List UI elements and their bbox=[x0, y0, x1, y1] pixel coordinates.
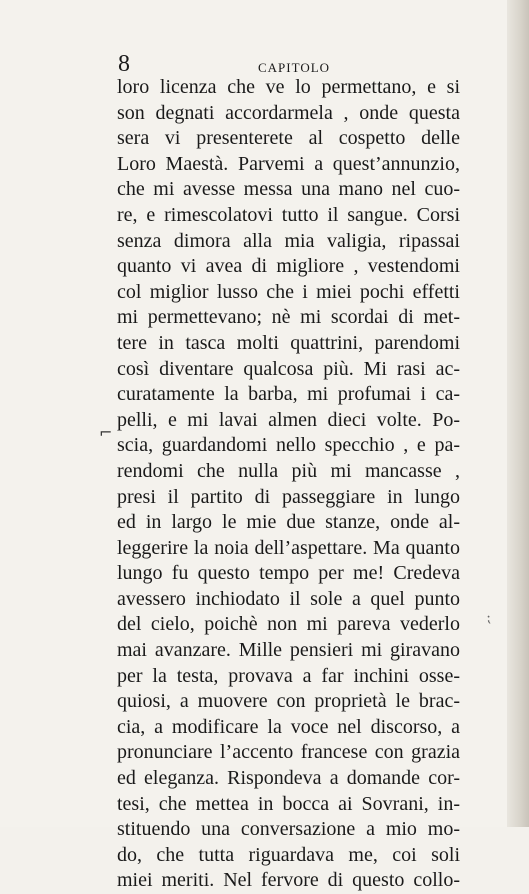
text-line: mai avanzare. Mille pensieri mi giravano bbox=[117, 639, 460, 662]
text-line: che mi avesse messa una mano nel cuo- bbox=[117, 178, 460, 201]
text-line: presi il partito di passeggiare in lungo bbox=[117, 485, 460, 508]
text-line: son degnati accordarmela , onde questa bbox=[117, 101, 460, 124]
page-gutter bbox=[507, 0, 529, 827]
text-line: do, che tutta riguardava me, coi soli bbox=[117, 843, 460, 866]
margin-mark: ⌐ bbox=[99, 423, 113, 442]
text-line: curatamente la barba, mi profumai i ca- bbox=[117, 383, 460, 406]
text-line: quanto vi avea di migliore , vestendomi bbox=[117, 255, 460, 278]
text-line: col miglior lusso che i miei pochi effetti bbox=[117, 280, 460, 303]
text-line: così diventare qualcosa più. Mi rasi ac- bbox=[117, 357, 460, 380]
running-head: CAPITOLO bbox=[258, 60, 331, 75]
text-line: rendomi che nulla più mi mancasse , bbox=[117, 459, 460, 482]
text-line: leggerire la noia dell’aspettare. Ma quanto bbox=[117, 536, 460, 559]
text-line: quiosi, a muovere con proprietà le brac- bbox=[117, 690, 460, 713]
text-line: scia, guardandomi nello specchio , e pa- bbox=[117, 434, 460, 457]
text-line: sera vi presenterete al cospetto delle bbox=[117, 127, 460, 150]
text-line: senza dimora alla mia valigia, ripassai bbox=[117, 229, 460, 252]
margin-speck: ⁏ bbox=[486, 610, 491, 626]
text-line: re, e rimescolatovi tutto il sangue. Corsi bbox=[117, 203, 460, 226]
text-line: ed eleganza. Rispondeva a domande cor- bbox=[117, 767, 460, 790]
body-text bbox=[117, 75, 460, 894]
text-line: ed in largo le mie due stanze, onde al- bbox=[117, 511, 460, 534]
text-line: avessero inchiodato il sole a quel punto bbox=[117, 587, 460, 610]
text-line: loro licenza che ve lo permettano, e si bbox=[117, 76, 460, 98]
page-number: 8 bbox=[118, 51, 130, 77]
text-line: mi permettevano; nè mi scordai di met- bbox=[117, 306, 460, 329]
text-line: del cielo, poichè non mi pareva vederlo bbox=[117, 613, 460, 636]
text-line: pelli, e mi lavai almen dieci volte. Po- bbox=[117, 408, 460, 431]
text-line: tesi, che mettea in bocca ai Sovrani, in- bbox=[117, 792, 460, 815]
text-line: cia, a modificare la voce nel discorso, a bbox=[117, 715, 460, 738]
text-line: miei meriti. Nel fervore di questo collo- bbox=[117, 869, 460, 892]
text-line: stituendo una conversazione a mio mo- bbox=[117, 818, 460, 841]
text-line: Loro Maestà. Parvemi a quest’annunzio, bbox=[117, 152, 460, 175]
text-line: pronunciare l’accento francese con grazia bbox=[117, 741, 460, 764]
text-line: tere in tasca molti quattrini, parendomi bbox=[117, 331, 460, 354]
text-line: per la testa, provava a far inchini osse- bbox=[117, 664, 460, 687]
text-line: lungo fu questo tempo per me! Credeva bbox=[117, 562, 460, 585]
